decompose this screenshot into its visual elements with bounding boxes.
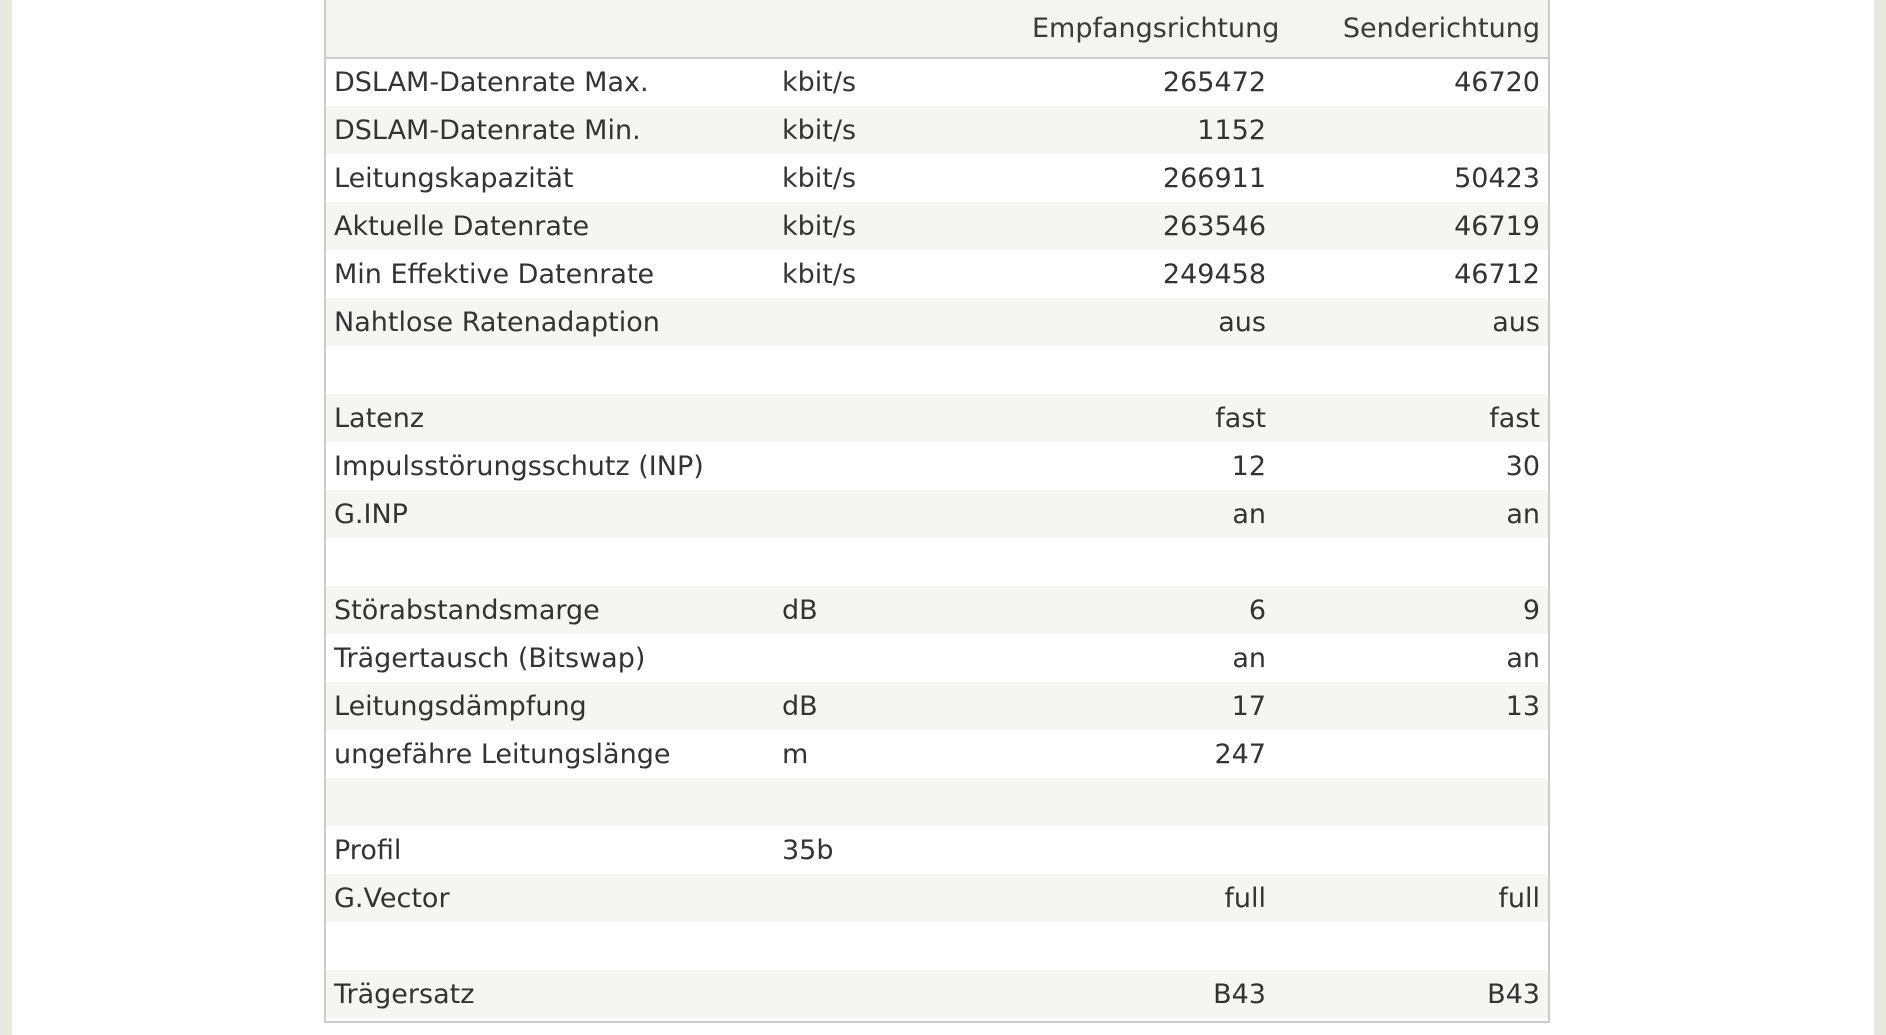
row-downstream-value (1024, 538, 1274, 586)
row-downstream-value: fast (1215, 402, 1266, 434)
row-upstream-value (1274, 922, 1548, 970)
row-unit: kbit/s (782, 258, 857, 290)
row-downstream-value: 266911 (1162, 162, 1266, 194)
row-label: Trägertausch (Bitswap) (334, 642, 646, 674)
row-downstream-value: 263546 (1162, 210, 1266, 242)
row-label: ungefähre Leitungslänge (334, 738, 671, 770)
row-unit (774, 394, 1024, 442)
row-unit: 35b (782, 834, 834, 866)
row-upstream-value: 46712 (1454, 258, 1540, 290)
row-downstream-value (1024, 346, 1274, 394)
table-row (326, 490, 1548, 538)
table-row (326, 154, 1548, 202)
table-row (326, 682, 1548, 730)
row-downstream-value: 247 (1214, 738, 1266, 770)
row-label: G.Vector (334, 882, 450, 914)
row-downstream-value: an (1232, 498, 1266, 530)
row-label: Trägersatz (334, 978, 475, 1010)
row-unit: kbit/s (782, 114, 857, 146)
row-label: Leitungskapazität (334, 162, 574, 194)
row-unit (774, 922, 1024, 970)
row-unit (774, 634, 1024, 682)
row-label: Nahtlose Ratenadaption (334, 306, 660, 338)
row-label: Aktuelle Datenrate (334, 210, 590, 242)
row-unit (774, 538, 1024, 586)
row-upstream-value (1274, 826, 1548, 874)
row-label: Profil (334, 834, 402, 866)
table-spacer-row (326, 778, 1548, 826)
row-unit (774, 874, 1024, 922)
row-label (326, 346, 774, 394)
row-label: Impulsstörungsschutz (INP) (334, 450, 704, 482)
row-downstream-value: an (1232, 642, 1266, 674)
row-label: DSLAM-Datenrate Min. (334, 114, 641, 146)
row-unit: dB (782, 594, 818, 626)
header-downstream: Empfangsrichtung (1024, 0, 1274, 58)
row-downstream-value: 265472 (1162, 67, 1266, 98)
row-upstream-value: 46720 (1454, 67, 1540, 98)
row-unit: m (782, 738, 809, 770)
row-label (326, 922, 774, 970)
row-upstream-value (1274, 106, 1548, 154)
table-row (326, 586, 1548, 634)
table-row (326, 730, 1548, 778)
row-upstream-value: 13 (1505, 690, 1540, 722)
row-downstream-value: 12 (1231, 450, 1266, 482)
row-upstream-value: 30 (1505, 450, 1540, 482)
table-spacer-row (326, 346, 1548, 394)
row-downstream-value: aus (1218, 306, 1266, 338)
row-unit: kbit/s (782, 67, 857, 98)
row-unit (774, 970, 1024, 1018)
row-upstream-value (1274, 538, 1548, 586)
row-upstream-value: an (1506, 642, 1540, 674)
header-unit (774, 0, 1024, 58)
row-label: Latenz (334, 402, 425, 434)
row-upstream-value: 9 (1522, 594, 1540, 626)
row-upstream-value (1274, 730, 1548, 778)
table-row (326, 634, 1548, 682)
row-unit: kbit/s (782, 210, 857, 242)
row-unit: kbit/s (782, 162, 857, 194)
row-upstream-value: 46719 (1454, 210, 1540, 242)
table-row (326, 106, 1548, 154)
dsl-line-table (326, 0, 1548, 1018)
row-unit (774, 442, 1024, 490)
row-downstream-value: 17 (1231, 690, 1266, 722)
table-row (326, 442, 1548, 490)
row-upstream-value: aus (1492, 306, 1540, 338)
row-downstream-value: 1152 (1197, 114, 1266, 146)
row-label: G.INP (334, 498, 408, 530)
row-unit (774, 346, 1024, 394)
row-downstream-value (1024, 922, 1274, 970)
row-downstream-value: B43 (1213, 978, 1266, 1010)
row-upstream-value: fast (1489, 402, 1540, 434)
table-row (326, 250, 1548, 298)
row-label: Störabstandsmarge (334, 594, 600, 626)
table-row (326, 58, 1548, 106)
row-label: DSLAM-Datenrate Max. (334, 67, 649, 98)
table-row (326, 298, 1548, 346)
table-row (326, 394, 1548, 442)
dsl-info-panel (324, 0, 1550, 1023)
table-spacer-row (326, 922, 1548, 970)
row-upstream-value (1274, 778, 1548, 826)
row-unit (774, 778, 1024, 826)
row-label: Leitungsdämpfung (334, 690, 587, 722)
row-downstream-value (1024, 826, 1274, 874)
row-upstream-value: 50423 (1454, 162, 1540, 194)
table-header-row (326, 0, 1548, 58)
row-downstream-value: full (1224, 882, 1266, 914)
row-upstream-value (1274, 346, 1548, 394)
row-downstream-value (1024, 778, 1274, 826)
table-row (326, 874, 1548, 922)
row-upstream-value: an (1506, 498, 1540, 530)
row-label (326, 778, 774, 826)
table-row (326, 202, 1548, 250)
page-background (12, 0, 1874, 1035)
row-downstream-value: 6 (1248, 594, 1266, 626)
row-downstream-value: 249458 (1162, 258, 1266, 290)
row-label: Min Effektive Datenrate (334, 258, 655, 290)
row-label (326, 538, 774, 586)
row-unit: dB (782, 690, 818, 722)
header-upstream: Senderichtung (1274, 0, 1548, 58)
row-unit (774, 490, 1024, 538)
row-upstream-value: full (1498, 882, 1540, 914)
table-spacer-row (326, 538, 1548, 586)
row-unit (774, 298, 1024, 346)
table-row (326, 826, 1548, 874)
row-upstream-value: B43 (1487, 978, 1540, 1010)
header-label (326, 0, 774, 58)
table-row (326, 970, 1548, 1018)
